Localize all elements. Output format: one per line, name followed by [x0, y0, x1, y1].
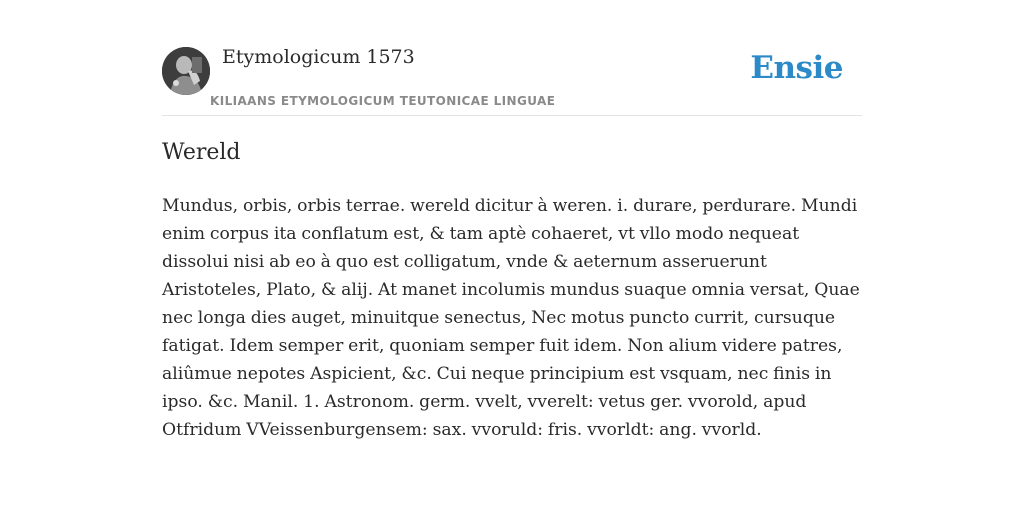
entry-title: Wereld: [162, 140, 241, 165]
ensie-logo[interactable]: Ensie: [750, 50, 843, 86]
dictionary-entry-card: [162, 0, 862, 512]
entry-header: [162, 0, 862, 116]
dictionary-avatar[interactable]: [162, 47, 210, 95]
dictionary-subtitle: KILIAANS ETYMOLOGICUM TEUTONICAE LINGUAE: [210, 94, 556, 108]
portrait-icon: [162, 47, 210, 95]
entry-definition: Mundus, orbis, orbis terrae. wereld dicitur à weren. i. durare, perdurare. Mundi enim corpus ita conflatum est, & tam aptè cohaeret, vt vllo modo nequeat dissolui nisi ab eo à quo est colligatum, vnde & aeternum asseruerunt Aristoteles, Plato, & alij. At manet incolumis mundus suaque omnia versat, Quae nec longa dies auget, minuitque senectus, Nec motus puncto currit, cursuque fatigat. Idem semper erit, quoniam semper fuit idem. Non alium videre patres, aliûmue nepotes Aspicient, &c. Cui neque principium est vsquam, nec finis in ipso. &c. Manil. 1. Astronom. germ. vvelt, vverelt: vetus ger. vvorold, apud Otfridum VVeissenburgensem: sax. vvoruld: fris. vvorldt: ang. vvorld.: [162, 196, 860, 440]
dictionary-title[interactable]: Etymologicum 1573: [222, 46, 415, 68]
